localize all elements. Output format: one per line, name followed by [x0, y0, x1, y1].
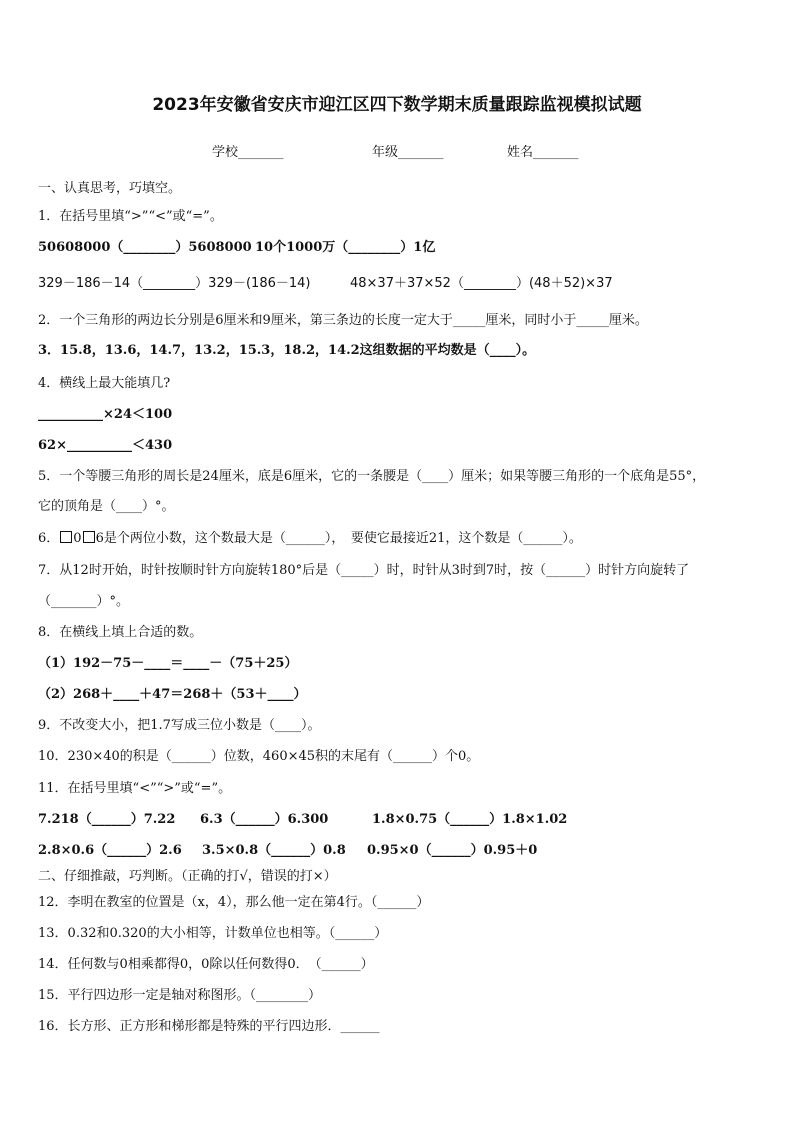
name-field: 姓名_______ — [507, 145, 579, 160]
q10: 10．230×40的积是（______）位数，460×45积的末尾有（______）个0。 — [38, 749, 480, 764]
q1-item-c: 329－186－14（________）329－(186－14) — [38, 276, 311, 291]
q15: 15．平行四边形一定是轴对称图形。（________） — [38, 988, 322, 1003]
q8-item-2: （2）268＋____＋47＝268＋（53＋____） — [38, 687, 307, 702]
section-1-heading: 一、认真思考，巧填空。 — [38, 181, 182, 196]
q1-stem: 1．在括号里填“>”“<”或“=”。 — [38, 209, 223, 224]
school-field: 学校_______ — [212, 145, 284, 160]
q6-number: 6． — [38, 531, 60, 546]
q8-item-1: （1）192－75－____＝____－（75＋25） — [38, 656, 298, 671]
q11-item-b: 6.3（______）6.300 — [200, 812, 329, 827]
q4-stem: 4．横线上最大能填几? — [38, 376, 171, 391]
q11-item-a: 7.218（______）7.22 — [38, 812, 176, 827]
blank-square-icon — [60, 531, 72, 543]
q5-line-2: 它的顶角是（____）°。 — [38, 499, 175, 514]
q8-stem: 8．在横线上填上合适的数。 — [38, 625, 203, 640]
grade-field: 年级_______ — [372, 145, 444, 160]
blank-square-icon — [83, 531, 95, 543]
q14: 14．任何数与0相乘都得0，0除以任何数得0． （______） — [38, 957, 374, 972]
q6-rest: 6是个两位小数，这个数最大是（______）， 要使它最接近21，这个数是（______）。 — [95, 531, 582, 546]
q12: 12．李明在教室的位置是（x，4），那么他一定在第4行。（______） — [38, 895, 430, 910]
q6 — [38, 531, 582, 547]
q9: 9．不改变大小，把1.7写成三位小数是（____）。 — [38, 718, 321, 733]
q1-item-d: 48×37＋37×52（________）(48＋52)×37 — [350, 276, 613, 291]
q11-item-c: 1.8×0.75（______）1.8×1.02 — [372, 812, 568, 827]
q11-item-e: 3.5×0.8（______）0.8 — [202, 843, 346, 858]
q1-item-a: 50608000（________）5608000 — [38, 240, 252, 255]
q4-item-a: __________×24＜100 — [38, 407, 173, 422]
q4-item-b: 62×__________＜430 — [38, 438, 173, 453]
section-2-heading: 二、仔细推敲，巧判断。（正确的打√，错误的打×） — [38, 869, 337, 884]
q7-line-1: 7．从12时开始，时针按顺时针方向旋转180°后是（_____）时，时针从3时到7时，按（______）时针方向旋转了 — [38, 563, 690, 578]
q11-item-f: 0.95×0（______）0.95＋0 — [367, 843, 538, 858]
q7-line-2: （_______）°。 — [38, 594, 130, 609]
q3: 3．15.8，13.6，14.7，13.2，15.3，18.2，14.2这组数据的平均数是（____）。 — [38, 343, 536, 358]
q6-digit: 0 — [73, 531, 82, 546]
q13: 13．0.32和0.320的大小相等，计数单位也相等。（______） — [38, 926, 388, 941]
q16: 16．长方形、正方形和梯形都是特殊的平行四边形．______ — [38, 1019, 380, 1034]
q11-item-d: 2.8×0.6（______）2.6 — [38, 843, 182, 858]
q11-stem: 11．在括号里填“<”“>”或“=”。 — [38, 781, 232, 796]
page-title: 2023年安徽省安庆市迎江区四下数学期末质量跟踪监视模拟试题 — [152, 95, 642, 115]
q2: 2．一个三角形的两边长分别是6厘米和9厘米，第三条边的长度一定大于_____厘米，同时小于_____厘米。 — [38, 313, 648, 328]
q1-item-b: 10个1000万（________）1亿 — [255, 240, 436, 255]
q5-line-1: 5．一个等腰三角形的周长是24厘米，底是6厘米，它的一条腰是（____）厘米；如果等腰三角形的一个底角是55°， — [38, 469, 706, 484]
